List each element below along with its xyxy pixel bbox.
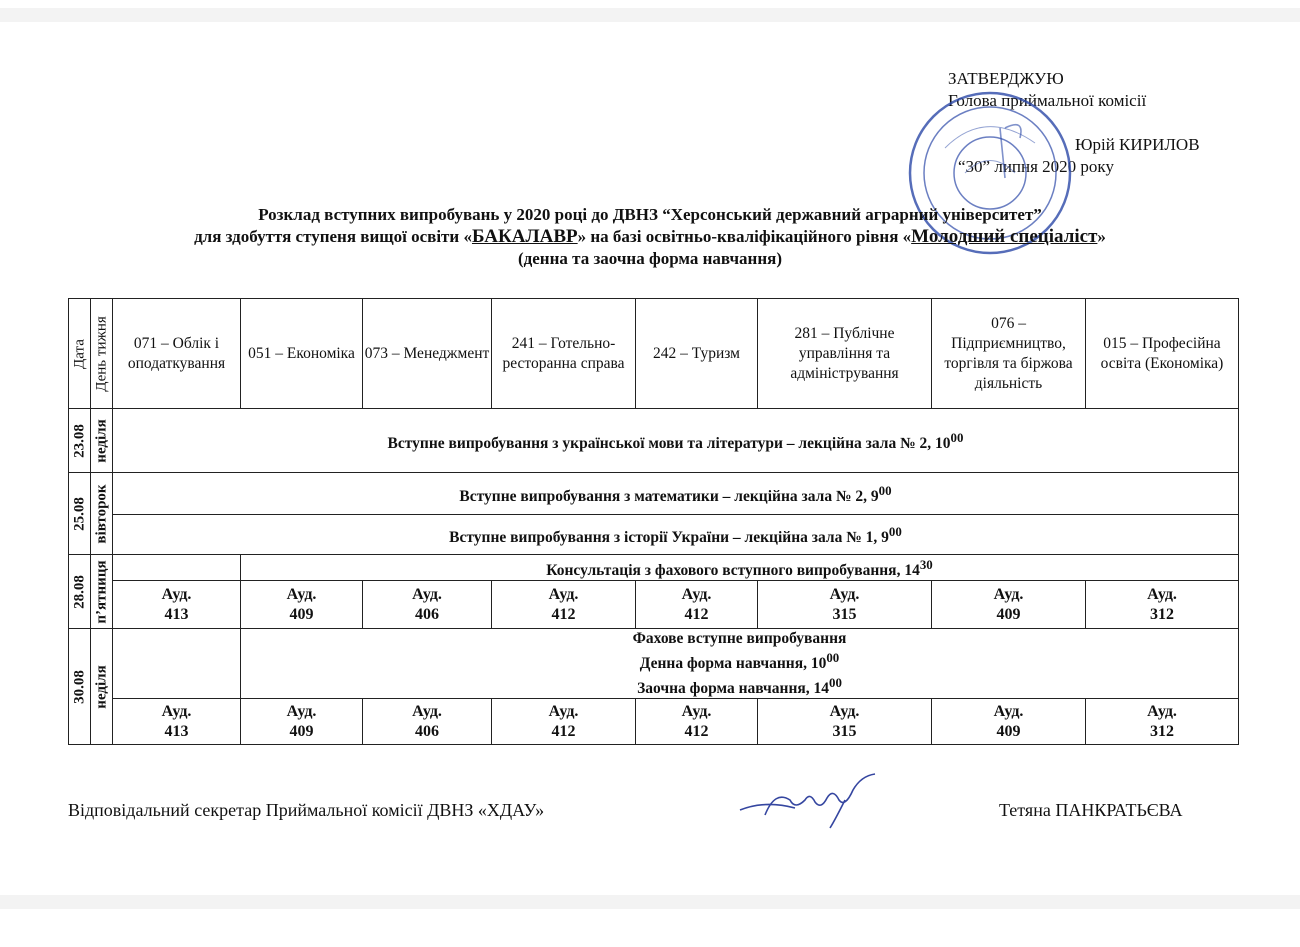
room-number: 413 (164, 605, 189, 623)
room-cell (636, 699, 758, 745)
date-text: 30.08 (71, 669, 87, 704)
exam-math (113, 473, 1239, 515)
consultation-text: Консультація з фахового вступного випробування, 14 (546, 562, 920, 580)
secretary-name: Тетяна ПАНКРАТЬЄВА (999, 800, 1183, 820)
room-number: 315 (832, 722, 857, 740)
room-cell (1086, 699, 1239, 745)
aud-label: Ауд. (993, 585, 1024, 603)
approval-heading: ЗАТВЕРДЖУЮ (948, 69, 1064, 88)
title-line-1: Розклад вступних випробувань у 2020 році до ДВНЗ “Херсонський державний аграрний університет” (258, 205, 1042, 224)
room-number: 413 (164, 722, 189, 740)
date-cell (69, 473, 91, 555)
room-cell (113, 699, 241, 745)
aud-label: Ауд. (1147, 585, 1177, 603)
level-label: Молодший спеціаліст (911, 226, 1098, 247)
room-number: 412 (684, 722, 709, 740)
room-cell (113, 581, 241, 629)
title-line-3: (денна та заочна форма навчання) (517, 249, 782, 268)
date-cell (69, 555, 91, 629)
part-time-text: Заочна форма навчання, 14 (637, 680, 830, 698)
room-number: 312 (1150, 722, 1174, 740)
aud-label: Ауд. (161, 585, 192, 603)
row-25-08-math (69, 473, 1239, 515)
header-day-text: День тижня (93, 315, 109, 392)
room-number: 406 (415, 722, 439, 740)
room-number: 409 (996, 722, 1021, 740)
room-number: 412 (684, 605, 709, 623)
degree-label: БАКАЛАВР (471, 226, 578, 247)
approval-position: Голова приймальної комісії (948, 91, 1147, 110)
room-cell (363, 581, 492, 629)
room-cell (758, 699, 932, 745)
room-number: 406 (415, 605, 439, 623)
date-text: 23.08 (71, 423, 87, 458)
room-cell (241, 699, 363, 745)
aud-label: Ауд. (681, 585, 712, 603)
header-row (69, 299, 1239, 409)
room-number: 409 (289, 605, 314, 623)
specialty-015: 015 – Професійна освіта (Економіка) (1086, 299, 1239, 409)
aud-label: Ауд. (286, 702, 317, 720)
full-time-line (241, 648, 1238, 673)
room-number: 312 (1150, 605, 1174, 623)
room-number: 412 (551, 605, 576, 623)
approval-date: “30” липня 2020 року (958, 157, 1114, 176)
date-cell (69, 629, 91, 745)
aud-label: Ауд. (286, 585, 317, 603)
date-cell (69, 409, 91, 473)
title-middle: » на базі освітньо-кваліфікаційного рівня « (577, 227, 912, 246)
aud-label: Ауд. (993, 702, 1024, 720)
room-cell (758, 581, 932, 629)
specialty-071: 071 – Облік і оподаткування (113, 299, 241, 409)
aud-label: Ауд. (548, 702, 579, 720)
scan-noise-bottom (0, 895, 1300, 909)
exam-ukrainian-text: Вступне випробування з української мови та літератури – лекційна зала № 2, 10 (387, 435, 951, 453)
header-date-text: Дата (71, 338, 87, 369)
row-30-08-rooms (69, 699, 1239, 745)
day-text: неділя (93, 665, 109, 709)
exam-ukrainian-minutes: 00 (950, 429, 964, 445)
full-time-text: Денна форма навчання, 10 (639, 655, 827, 673)
exam-ukrainian (113, 409, 1239, 473)
exam-math-minutes: 00 (878, 482, 892, 498)
day-cell (91, 555, 113, 629)
part-time-line (241, 673, 1238, 698)
exam-history-minutes: 00 (888, 523, 902, 539)
day-text: неділя (93, 418, 109, 463)
day-text: вівторок (93, 483, 109, 544)
aud-label: Ауд. (161, 702, 192, 720)
scan-noise-top (0, 8, 1300, 22)
day-text: п’ятниця (93, 559, 109, 624)
day-cell (91, 629, 113, 745)
day-cell (91, 409, 113, 473)
aud-label: Ауд. (829, 702, 860, 720)
room-cell (241, 581, 363, 629)
exam-history (113, 515, 1239, 555)
row-30-08-exam (69, 629, 1239, 699)
aud-label: Ауд. (681, 702, 712, 720)
row-25-08-history (69, 515, 1239, 555)
approval-name: Юрій КИРИЛОВ (1075, 135, 1200, 154)
title-line-2 (0, 226, 1300, 248)
specialty-051: 051 – Економіка (241, 299, 363, 409)
part-time-minutes: 00 (829, 675, 842, 691)
consultation (241, 555, 1239, 581)
exam-math-text: Вступне випробування з математики – лекційна зала № 2, 9 (459, 488, 879, 506)
room-cell (932, 699, 1086, 745)
schedule-table (68, 298, 1239, 745)
empty-cell (113, 629, 241, 699)
exam-history-text: Вступне випробування з історії України – лекційна зала № 1, 9 (449, 529, 889, 547)
title-suffix: » (1097, 227, 1106, 246)
full-time-minutes: 00 (826, 650, 840, 666)
specialty-076: 076 – Підприємництво, торгівля та біржова діяльність (932, 299, 1086, 409)
document-title (0, 204, 1300, 270)
date-text: 28.08 (71, 574, 87, 609)
aud-label: Ауд. (548, 585, 579, 603)
aud-label: Ауд. (412, 702, 442, 720)
row-28-08-rooms (69, 581, 1239, 629)
room-cell (492, 699, 636, 745)
room-cell (363, 699, 492, 745)
room-number: 409 (289, 722, 314, 740)
row-23-08 (69, 409, 1239, 473)
consultation-minutes: 30 (919, 557, 933, 572)
room-number: 409 (996, 605, 1021, 623)
header-date (69, 299, 91, 409)
room-cell (1086, 581, 1239, 629)
title-prefix: для здобуття ступеня вищої освіти « (194, 227, 472, 246)
aud-label: Ауд. (829, 585, 860, 603)
room-cell (932, 581, 1086, 629)
header-day (91, 299, 113, 409)
signature-icon (735, 770, 885, 830)
professional-exam-title: Фахове вступне випробування (632, 630, 847, 648)
room-number: 315 (832, 605, 857, 623)
date-text: 25.08 (71, 496, 87, 531)
professional-exam (241, 629, 1239, 699)
aud-label: Ауд. (1147, 702, 1177, 720)
room-number: 412 (551, 722, 576, 740)
specialty-242: 242 – Туризм (636, 299, 758, 409)
specialty-073: 073 – Менеджмент (363, 299, 492, 409)
empty-cell (113, 555, 241, 581)
specialty-281: 281 – Публічне управління та адміністрування (758, 299, 932, 409)
specialty-241: 241 – Готельно-ресторанна справа (492, 299, 636, 409)
aud-label: Ауд. (412, 585, 442, 603)
secretary-position: Відповідальний секретар Приймальної комісії ДВНЗ «ХДАУ» (68, 800, 545, 820)
room-cell (636, 581, 758, 629)
row-28-08-consult (69, 555, 1239, 581)
room-cell (492, 581, 636, 629)
day-cell (91, 473, 113, 555)
